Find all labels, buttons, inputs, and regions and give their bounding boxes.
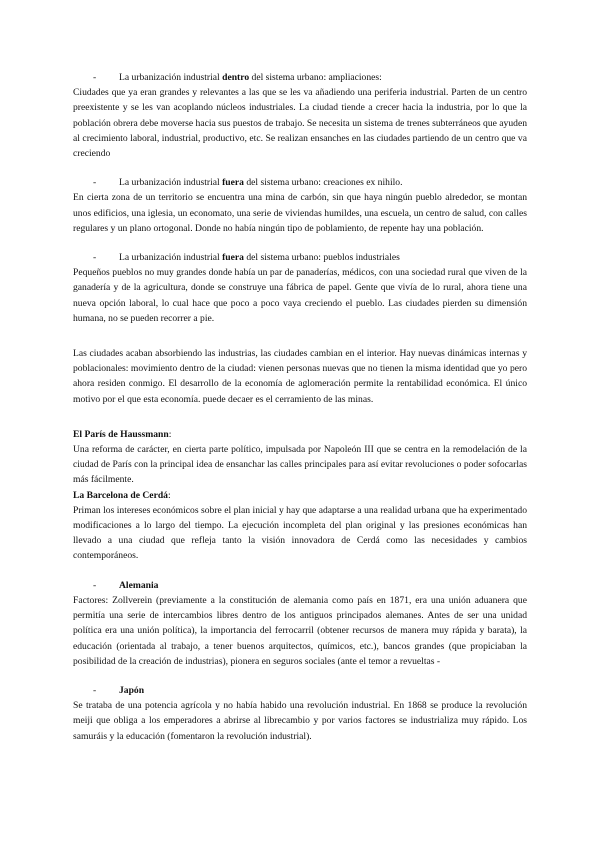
heading-text: La urbanización industrial xyxy=(119,72,223,83)
section-heading-fuera-ex-nihilo xyxy=(73,175,527,190)
bullet-dash: - xyxy=(93,684,97,696)
paragraph-japon: Se trataba de una potencia agrícola y no había habido una revolución industrial. En 1868 se produce la revolución meiji que obliga a los emperadores a abrirse al librecambio y por varios factores se industrializa muy rápido. Los samuráis y la educación (fomentaron la revolución industrial). xyxy=(73,700,527,742)
barcelona-title: La Barcelona de Cerdá xyxy=(73,489,168,501)
heading-text-end: del sistema urbano: ampliaciones: xyxy=(249,72,382,83)
heading-text: La urbanización industrial xyxy=(119,252,223,264)
paris-title: El París de Haussmann xyxy=(73,428,169,440)
paragraph-ex-nihilo: En cierta zona de un territorio se encuentra una mina de carbón, sin que haya ningún pueblo alrededor, se montan unos edificios, una iglesia, un economato, una serie de viviendas humildes, una escuela, un centro de salud, con calles regulares y un plano ortogonal. Donde no había ningún tipo de poblamiento, de repente hay una población. xyxy=(73,192,527,234)
heading-text-end: del sistema urbano: pueblos industriales xyxy=(243,252,400,264)
bullet-dash: - xyxy=(93,252,97,264)
heading-paris xyxy=(73,427,527,442)
heading-bold: fuera xyxy=(222,252,244,264)
paragraph-paris: Una reforma de carácter, en cierta parte político, impulsada por Napoleón III que se centra en la remodelación de la ciudad de París con la principal idea de ensanchar las calles principales para así evitar revoluciones o poder sofocarlas más fácilmente. xyxy=(73,444,527,486)
section-heading-pueblos-industriales xyxy=(73,250,527,265)
paragraph-dentro: Ciudades que ya eran grandes y relevantes a las que se les va añadiendo una periferia industrial. Parten de un centro preexistente y se les van acoplando núcleos industriales. La ciudad tiende a crecer hacia la industria, por lo que la población obrera debe moverse hacia sus puestos de trabajo. Se necesita un sistema de trenes subterráneos que ayuden al crecimiento laboral, industrial, productivo, etc. Se realizan ensanches en las ciudades partiendo de un centro que va creciendo xyxy=(73,87,527,160)
bullet-dash: - xyxy=(93,579,97,591)
bullet-dash: - xyxy=(93,72,97,83)
heading-bold: dentro xyxy=(222,72,250,83)
paris-colon: : xyxy=(168,428,172,440)
section-heading-alemania xyxy=(73,578,527,593)
japon-title: Japón xyxy=(119,684,145,696)
paragraph-alemania: Factores: Zollverein (previamente a la constitución de alemania como país en 1871, era una unión aduanera que permitía una serie de intercambios libres dentro de los antiguos principados alemanes. Antes de ser una unidad política era una unión política), la importancia del ferrocarril (obtener recursos de manera muy rápida y barata), la educación (orientada al trabajo, a tener buenos arquitectos, químicos, etc.), bancos grandes (que propiciaban la posibilidad de la creación de industrias), pionera en seguros sociales (ante el temor a revueltas - xyxy=(73,594,527,667)
heading-bold: fuera xyxy=(222,177,244,189)
heading-text-end: del sistema urbano: creaciones ex nihilo. xyxy=(243,177,403,189)
alemania-title: Alemania xyxy=(119,579,159,591)
bullet-dash: - xyxy=(93,177,97,189)
document-content xyxy=(73,70,527,744)
heading-barcelona xyxy=(73,488,527,503)
paragraph-ciudades-absorben: Las ciudades acaban absorbiendo las industrias, las ciudades cambian en el interior. Hay nuevas dinámicas internas y poblacionales: movimiento dentro de la ciudad: vienen personas nuevas que no tienen la misma identidad que yo pero ahora residen conmigo. El desarrollo de la economía de aglomeración permite la rentabilidad económica. El único motivo por el que esta economía. puede decaer es el cerramiento de las minas. xyxy=(73,348,527,405)
heading-text: La urbanización industrial xyxy=(119,177,223,189)
section-heading-dentro xyxy=(73,70,527,85)
section-heading-japon xyxy=(73,683,527,698)
paragraph-pueblos-industriales: Pequeños pueblos no muy grandes donde había un par de panaderías, médicos, con una sociedad rural que viven de la ganadería y de la agricultura, donde se construye una fábrica de papel. Gente que vivía de lo rural, ahora tiene una nueva opción laboral, lo cual hace que poco a poco vaya creciendo el pueblo. Las ciudades pierden su dimensión humana, no se pueden recorrer a pie. xyxy=(73,267,527,324)
paragraph-barcelona: Priman los intereses económicos sobre el plan inicial y hay que adaptarse a una realidad urbana que ha experimentado modificaciones a lo largo del tiempo. La ejecución incompleta del plan original y las presiones económicas han llevado a una ciudad que refleja tanto la visión innovadora de Cerdá como las necesidades y cambios contemporáneos. xyxy=(73,504,527,562)
barcelona-colon: : xyxy=(167,489,171,501)
